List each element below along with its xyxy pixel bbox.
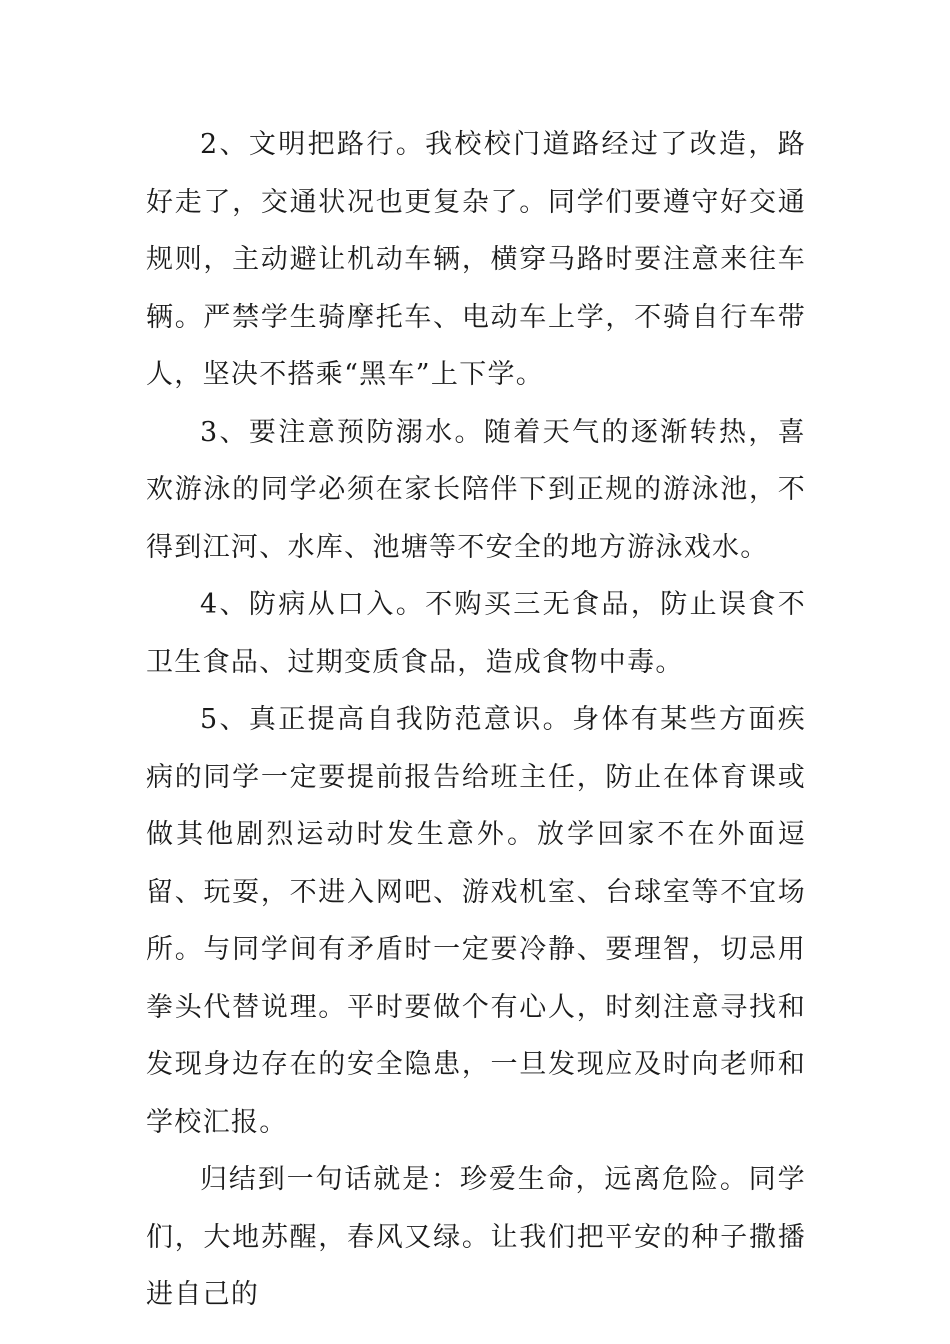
paragraph-food-safety: 4、防病从口入。不购买三无食品，防止误食不卫生食品、过期变质食品，造成食物中毒。 <box>146 589 806 678</box>
paragraph-conclusion: 归结到一句话就是：珍爱生命，远离危险。同学们，大地苏醒，春风又绿。让我们把平安的种子撒播进自己的 <box>146 1164 806 1310</box>
document-body <box>146 116 806 1324</box>
paragraph-self-protection: 5、真正提高自我防范意识。身体有某些方面疾病的同学一定要提前报告给班主任，防止在体育课或做其他剧烈运动时发生意外。放学回家不在外面逗留、玩耍，不进入网吧、游戏机室、台球室等不宜场所。与同学间有矛盾时一定要冷静、要理智，切忌用拳头代替说理。平时要做个有心人，时刻注意寻找和发现身边存在的安全隐患，一旦发现应及时向老师和学校汇报。 <box>146 704 806 1138</box>
paragraph-traffic-safety: 2、文明把路行。我校校门道路经过了改造，路好走了，交通状况也更复杂了。同学们要遵守好交通规则，主动避让机动车辆，横穿马路时要注意来往车辆。严禁学生骑摩托车、电动车上学，不骑自行车带人，坚决不搭乘“黑车”上下学。 <box>146 129 806 390</box>
paragraph-drowning-prevention: 3、要注意预防溺水。随着天气的逐渐转热，喜欢游泳的同学必须在家长陪伴下到正规的游泳池，不得到江河、水库、池塘等不安全的地方游泳戏水。 <box>146 416 806 563</box>
